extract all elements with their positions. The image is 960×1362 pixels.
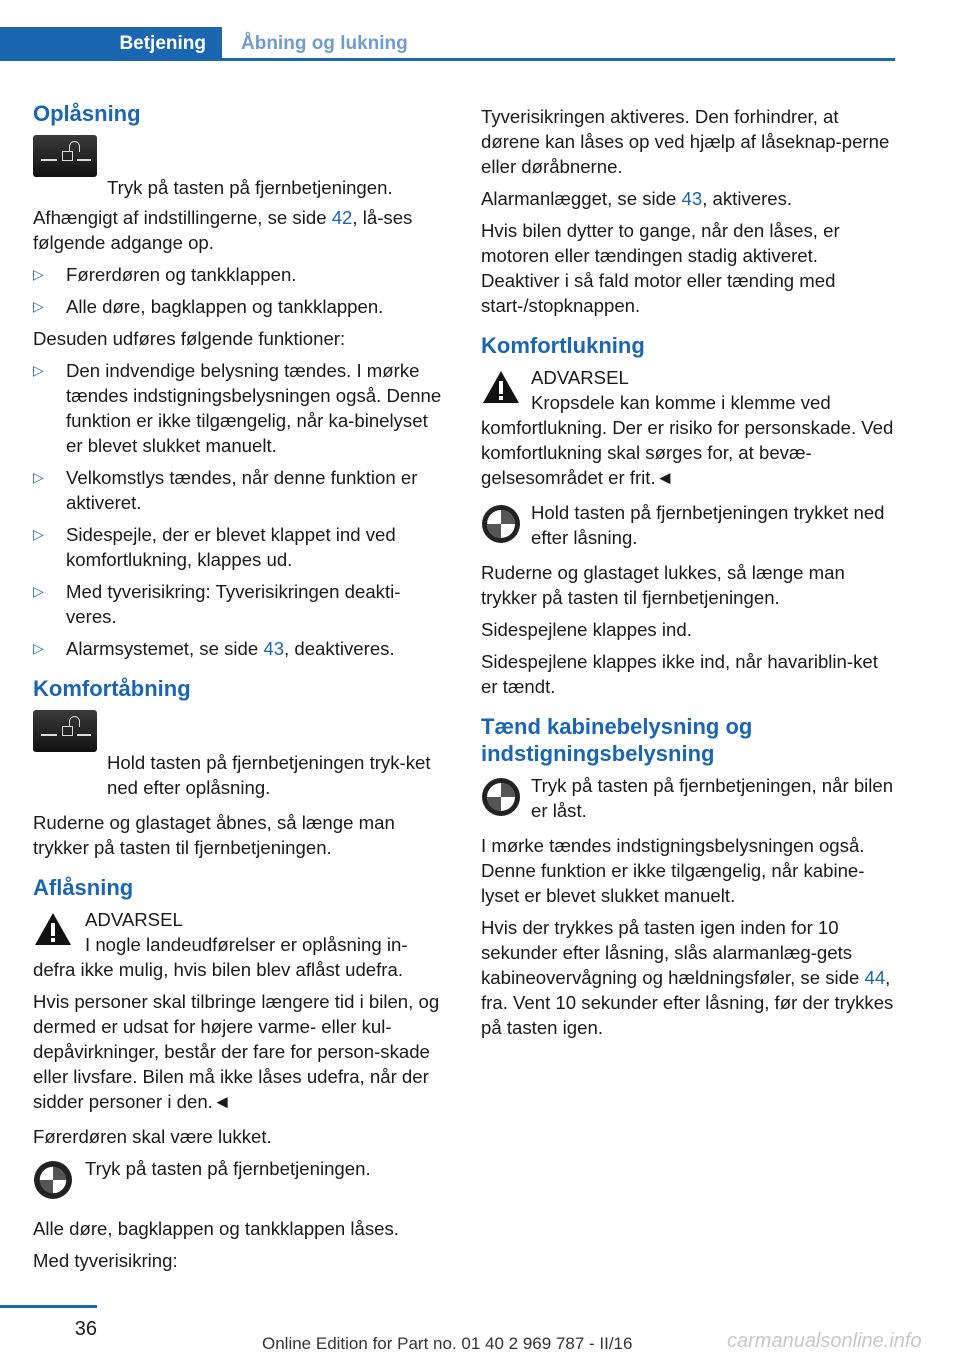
left-column: [33, 100, 448, 1280]
list-item: ▷ Velkomstlys tændes, når denne funktion er aktiveret.: [33, 467, 418, 513]
kabine-icon-text: Tryk på tasten på fjernbetjeningen, når bilen er låst.: [531, 775, 894, 821]
list-access: [33, 262, 448, 319]
paragraph: Ruderne og glastaget åbnes, så længe man trykker på tasten til fjernbetjeningen.: [33, 812, 395, 858]
bmw-key-icon: [33, 1160, 73, 1200]
triangle-bullet-icon: ▷: [33, 583, 44, 599]
triangle-bullet-icon: ▷: [33, 469, 44, 485]
paragraph: Alle døre, bagklappen og tankklappen låses.: [33, 1218, 399, 1239]
warning-block: [33, 907, 448, 982]
paragraph: Hvis personer skal tilbringe længere tid i bilen, og dermed er udsat for højere varme- eller kul-depåvirkninger, består der fare for person-skade eller livsfare. Bilen må ikke låses udefra, når der sidder personer i den.◄: [33, 991, 440, 1112]
page-link[interactable]: 43: [681, 188, 703, 209]
warning-triangle-icon: [481, 369, 521, 407]
section-title-aflasning: Aflåsning: [33, 875, 134, 900]
paragraph: Hvis der trykkes på tasten igen inden for 10 sekunder efter låsning, slås alarmanlæg-gets kabineovervågning og hældningsføler, se side 44, fra. Vent 10 sekunder efter låsning, før der trykkes på tasten igen.: [481, 917, 894, 1038]
paragraph: I mørke tændes indstigningsbelysningen også. Denne funktion er ikke tilgængelig, når kabine-lyset er blevet slukket manuelt.: [481, 835, 865, 906]
warning-label: ADVARSEL: [531, 367, 629, 388]
bmw-key-icon: [481, 777, 521, 817]
page-number: 36: [74, 1318, 97, 1340]
kabine-icon-row: [481, 773, 895, 823]
paragraph: Desuden udføres følgende funktioner:: [33, 328, 346, 349]
warning-text: I nogle landeudførelser er oplåsning in-defra ikke mulig, hvis bilen blev aflåst udefra.: [33, 934, 408, 980]
paragraph: Tyverisikringen aktiveres. Den forhindrer, at dørene kan låses op ved hjælp af låseknap-perne eller døråbnerne.: [481, 106, 890, 177]
oplasning-icon-text: Tryk på tasten på fjernbetjeningen.: [107, 177, 393, 198]
komfortabning-icon-text: Hold tasten på fjernbetjeningen tryk-ket ned efter oplåsning.: [107, 752, 431, 798]
right-column: [481, 104, 895, 1047]
aflasning-icon-text: Tryk på tasten på fjernbetjeningen.: [85, 1158, 371, 1179]
paragraph: Sidespejlene klappes ind.: [481, 619, 692, 640]
triangle-bullet-icon: ▷: [33, 298, 44, 314]
triangle-bullet-icon: ▷: [33, 362, 44, 378]
warning-label: ADVARSEL: [85, 909, 183, 930]
section-title-komfortlukning: Komfortlukning: [481, 333, 645, 358]
watermark: carmanualsonline.info: [727, 1330, 922, 1352]
list-item: ▷ Alle døre, bagklappen og tankklappen.: [33, 296, 384, 317]
komfortlukning-icon-row: [481, 500, 895, 550]
triangle-bullet-icon: ▷: [33, 266, 44, 282]
section-title-kabinebelysning: Tænd kabinebelysning og indstigningsbelysning: [481, 714, 753, 766]
aflasning-icon-row: [33, 1156, 448, 1206]
paragraph: Alarmanlægget, se side 43, aktiveres.: [481, 188, 793, 209]
warning-text: Kropsdele kan komme i klemme ved komfortlukning. Der er risiko for personskade. Ved komfortlukning skal sørges for, at bevæ-gelsesområdet er frit.◄: [481, 392, 894, 488]
list-item: ▷ Alarmsystemet, se side 43, deaktiveres.: [33, 638, 395, 659]
paragraph: Sidespejlene klappes ikke ind, når havariblin-ket er tændt.: [481, 651, 878, 697]
unlock-key-icon: [33, 135, 97, 177]
page-link[interactable]: 43: [263, 638, 285, 659]
oplasning-icon-row: [33, 133, 448, 198]
komfortabning-icon-row: [33, 708, 448, 800]
list-functions: [33, 358, 448, 661]
list-item: ▷ Sidespejle, der er blevet klappet ind ved komfortlukning, klappes ud.: [33, 524, 396, 570]
edition-text: Online Edition for Part no. 01 40 2 969 787 - II/16: [262, 1334, 633, 1353]
tab-label: Åbning og lukning: [241, 33, 408, 54]
tab-label: Betjening: [119, 33, 206, 54]
tab-betjening[interactable]: [0, 27, 222, 61]
paragraph: Hvis bilen dytter to gange, når den låses, er motoren eller tændingen stadig aktiveret. Deaktiver i så fald motor eller tænding med start-/stopknappen.: [481, 220, 840, 316]
warning-triangle-icon: [33, 911, 73, 949]
list-item: ▷ Med tyverisikring: Tyverisikringen deakti-veres.: [33, 581, 401, 627]
header-divider: [0, 58, 895, 61]
page-link[interactable]: 42: [331, 207, 353, 228]
paragraph: Afhængigt af indstillingerne, se side 42, lå-ses følgende adgange op.: [33, 207, 413, 253]
paragraph: Førerdøren skal være lukket.: [33, 1126, 272, 1147]
unlock-key-icon: [33, 710, 97, 752]
warning-block: [481, 365, 895, 490]
triangle-bullet-icon: ▷: [33, 526, 44, 542]
bmw-key-icon: [481, 504, 521, 544]
paragraph: Med tyverisikring:: [33, 1250, 178, 1271]
section-title-komfortabning: Komfortåbning: [33, 676, 191, 701]
list-item: ▷ Førerdøren og tankklappen.: [33, 264, 297, 285]
triangle-bullet-icon: ▷: [33, 640, 44, 656]
page-link[interactable]: 44: [864, 967, 886, 988]
footer-divider: [0, 1305, 97, 1308]
paragraph: Ruderne og glastaget lukkes, så længe man trykker på tasten til fjernbetjeningen.: [481, 562, 845, 608]
section-title-oplasning: Oplåsning: [33, 101, 141, 126]
list-item: ▷ Den indvendige belysning tændes. I mørke tændes indstigningsbelysningen også. Denne funktion er ikke tilgængelig, når ka-binelyset er blevet slukket manuelt.: [33, 360, 442, 456]
tab-abning-og-lukning[interactable]: [241, 27, 408, 61]
komfortlukning-icon-text: Hold tasten på fjernbetjeningen trykket ned efter låsning.: [531, 502, 885, 548]
